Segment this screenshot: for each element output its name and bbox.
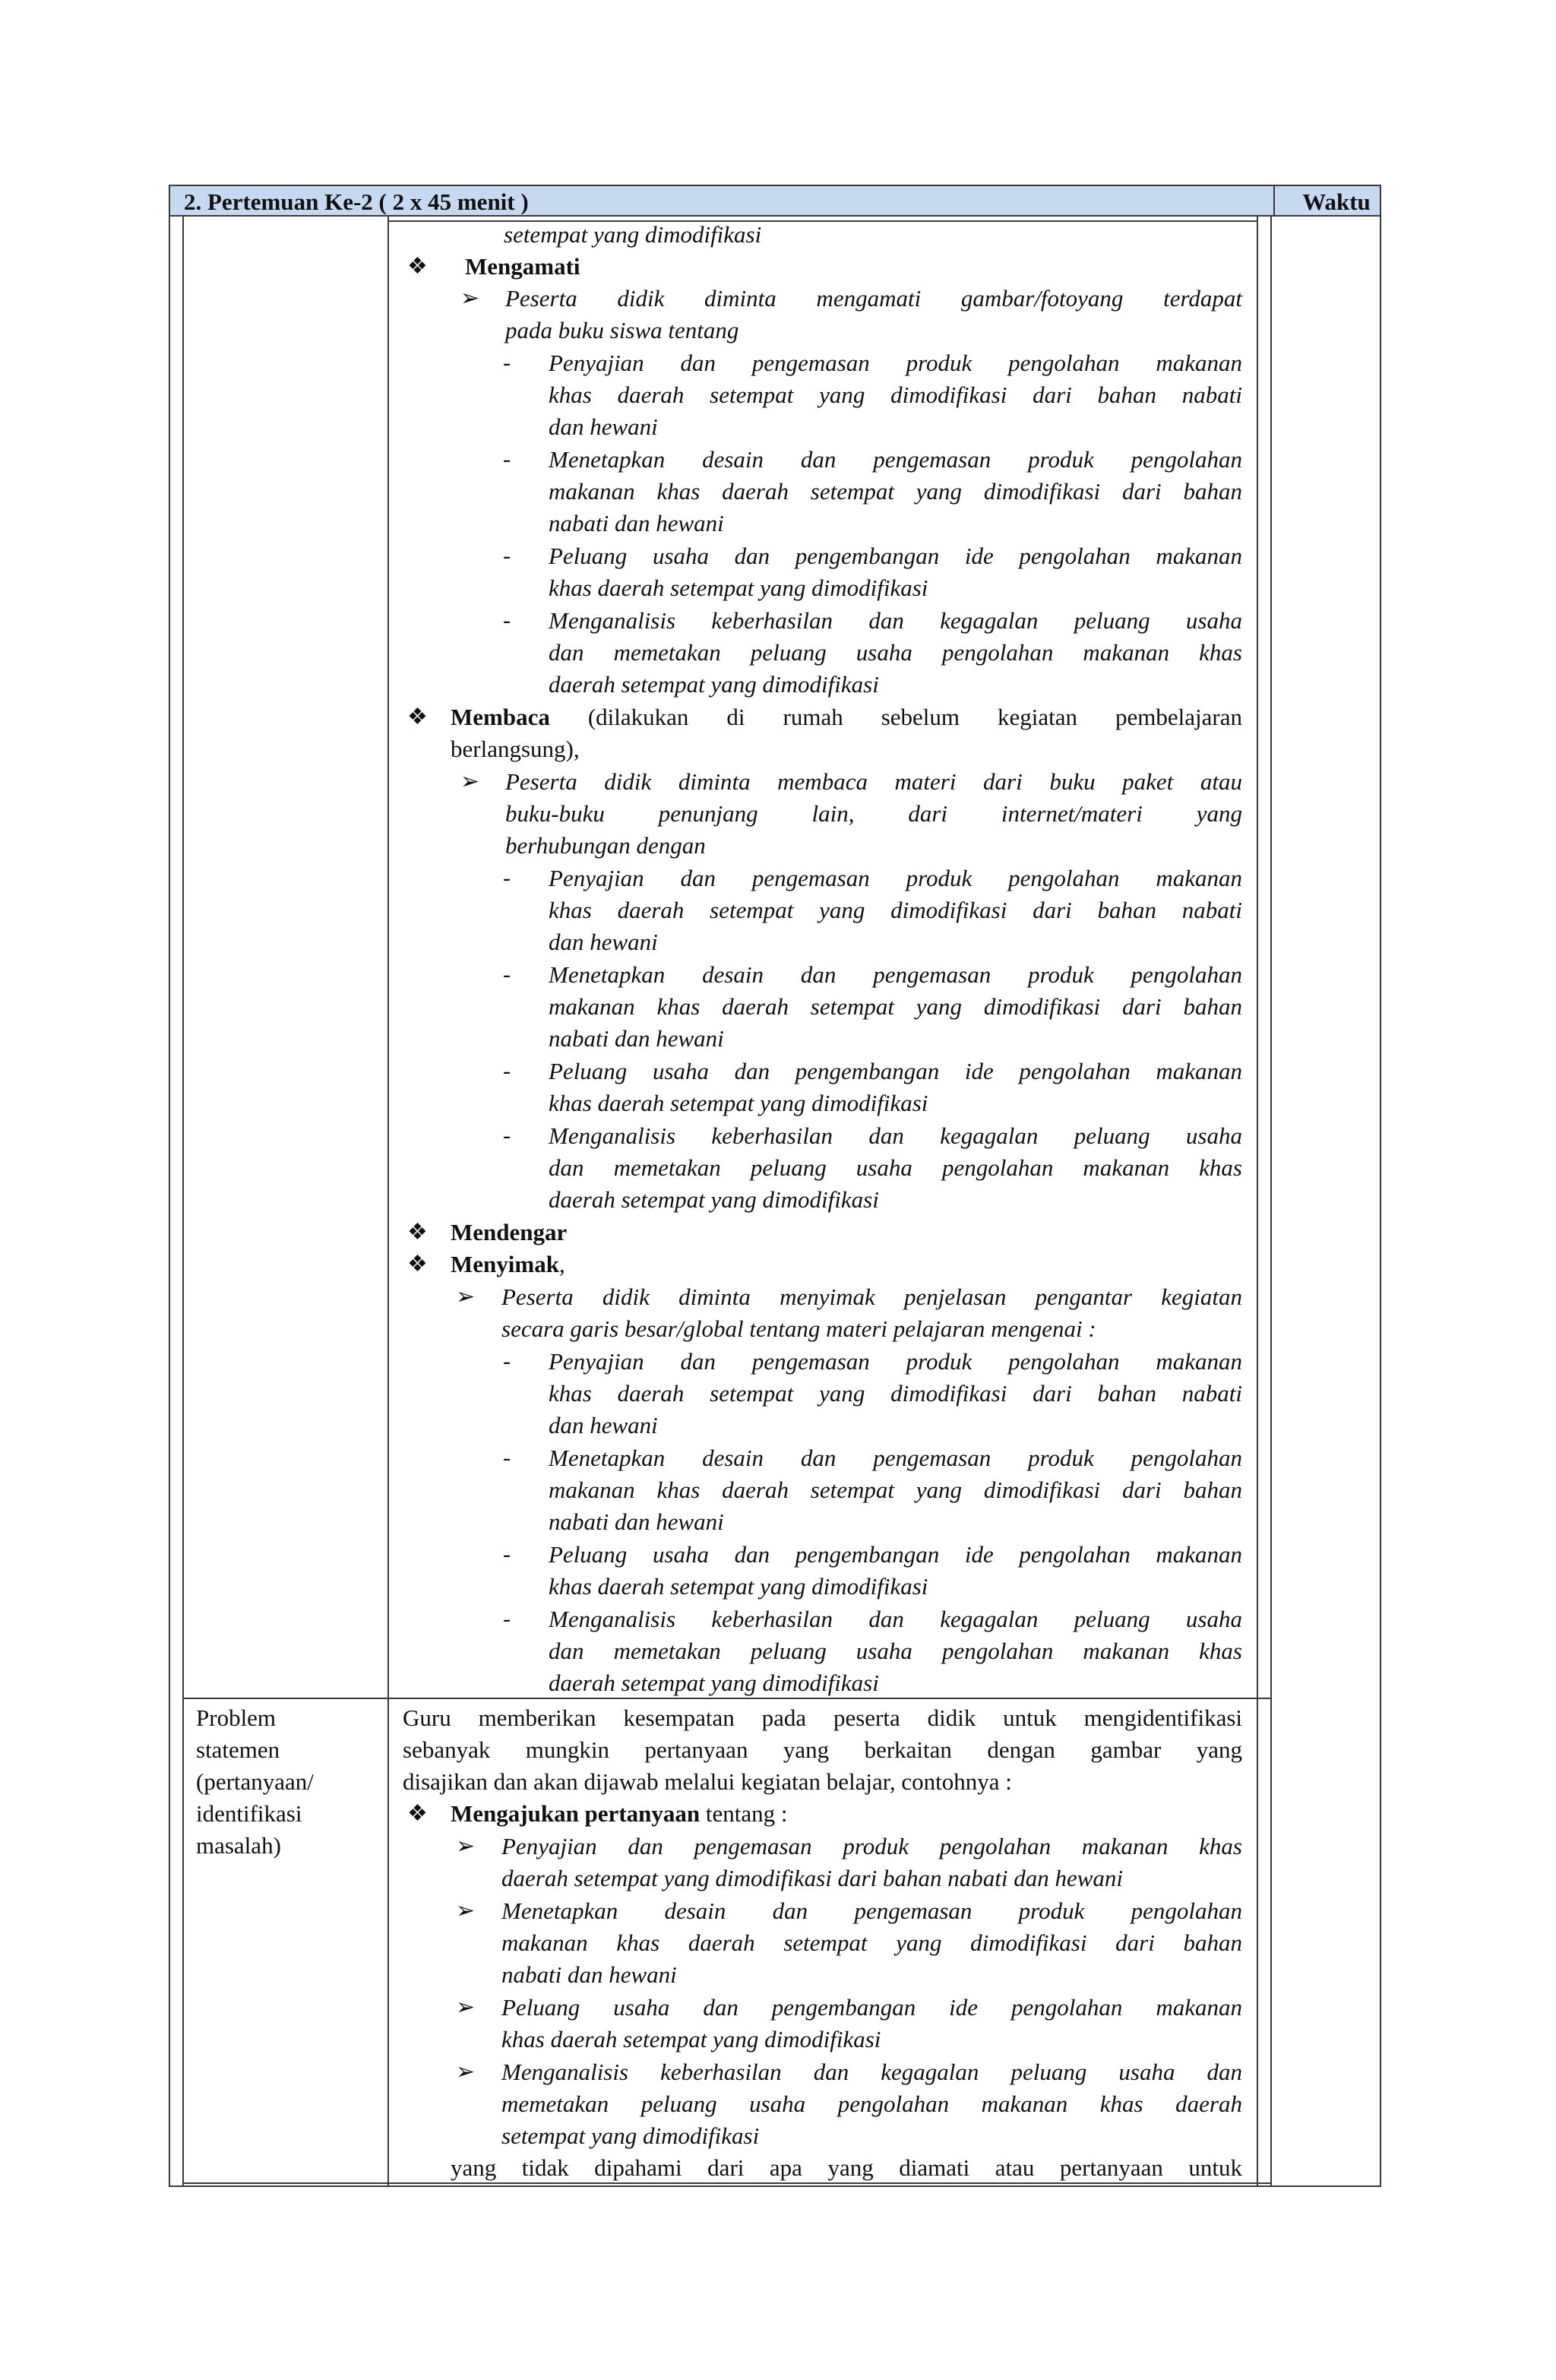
- question-heading-line: [451, 1798, 787, 1830]
- list-item: setempat yang dimodifikasi: [501, 2122, 760, 2149]
- problem-statement-label: masalah): [196, 1832, 281, 1859]
- membaca-note: berlangsung),: [451, 736, 580, 762]
- dash-bullet-icon: -: [503, 1445, 511, 1470]
- list-item: daerah setempat yang dimodifikasi: [549, 671, 879, 698]
- dash-bullet-icon: -: [503, 1349, 511, 1374]
- list-item: Peluang usaha dan pengembangan ide pengolahan makanan: [549, 543, 1242, 569]
- list-item: nabati dan hewani: [549, 1025, 724, 1052]
- arrow-bullet-icon: ➢: [456, 1898, 476, 1923]
- mendengar-heading: Mendengar: [451, 1219, 568, 1245]
- list-item: Peluang usaha dan pengembangan ide pengolahan makanan: [549, 1541, 1242, 1568]
- column-divider-2: [1257, 217, 1258, 2187]
- list-item: memetakan peluang usaha pengolahan makanan khas daerah: [501, 2090, 1242, 2117]
- list-item: daerah setempat yang dimodifikasi: [549, 1669, 879, 1696]
- diamond-bullet-icon: ❖: [407, 1252, 428, 1277]
- membaca-note: (dilakukan di rumah sebelum kegiatan pembelajaran: [549, 704, 1242, 730]
- list-item: khas daerah setempat yang dimodifikasi dari bahan nabati: [549, 1380, 1242, 1407]
- dash-bullet-icon: -: [503, 1123, 511, 1148]
- dash-bullet-icon: -: [503, 608, 511, 633]
- problem-statement-label: Problem: [196, 1704, 277, 1731]
- list-item: makanan khas daerah setempat yang dimodifikasi dari bahan: [549, 993, 1242, 1020]
- list-item: Menganalisis keberhasilan dan kegagalan peluang usaha: [549, 607, 1242, 634]
- list-item: dan memetakan peluang usaha pengolahan makanan khas: [549, 1154, 1242, 1181]
- list-item: Menetapkan desain dan pengemasan produk pengolahan: [549, 1445, 1242, 1471]
- diamond-bullet-icon: ❖: [407, 1801, 428, 1826]
- list-item: khas daerah setempat yang dimodifikasi: [549, 574, 928, 601]
- table-header: [169, 185, 1381, 217]
- list-item: makanan khas daerah setempat yang dimodifikasi dari bahan: [549, 478, 1242, 505]
- arrow-bullet-icon: ➢: [460, 769, 480, 794]
- dash-bullet-icon: -: [503, 350, 511, 375]
- mengamati-intro: Peserta didik diminta mengamati gambar/fotoyang terdapat: [505, 285, 1242, 312]
- problem-statement-label: identifikasi: [196, 1800, 302, 1827]
- waktu-header: Waktu: [1302, 188, 1371, 215]
- dash-bullet-icon: -: [503, 543, 511, 568]
- list-item: Penyajian dan pengemasan produk pengolahan makanan: [549, 865, 1242, 891]
- arrow-bullet-icon: ➢: [456, 1284, 476, 1309]
- list-item: makanan khas daerah setempat yang dimodifikasi dari bahan: [501, 1929, 1242, 1956]
- arrow-bullet-icon: ➢: [456, 1995, 476, 2020]
- diamond-bullet-icon: ❖: [407, 1220, 428, 1245]
- diamond-bullet-icon: ❖: [407, 254, 428, 279]
- list-item: dan memetakan peluang usaha pengolahan makanan khas: [549, 639, 1242, 666]
- list-item: Peluang usaha dan pengembangan ide pengolahan makanan: [501, 1994, 1242, 2021]
- arrow-bullet-icon: ➢: [456, 2059, 476, 2084]
- menyimak-intro: secara garis besar/global tentang materi pelajaran mengenai :: [501, 1315, 1096, 1342]
- problem-intro: disajikan dan akan dijawab melalui kegiatan belajar, contohnya :: [403, 1768, 1012, 1795]
- list-item: dan memetakan peluang usaha pengolahan makanan khas: [549, 1638, 1242, 1664]
- question-heading: Mengajukan pertanyaan: [451, 1800, 701, 1827]
- list-item: nabati dan hewani: [501, 1961, 677, 1988]
- membaca-intro: Peserta didik diminta membaca materi dari buku paket atau: [505, 768, 1242, 795]
- list-item: Penyajian dan pengemasan produk pengolahan makanan: [549, 1348, 1242, 1375]
- dash-bullet-icon: -: [503, 1606, 511, 1632]
- question-heading-suffix: tentang :: [700, 1800, 788, 1827]
- list-item: makanan khas daerah setempat yang dimodifikasi dari bahan: [549, 1476, 1242, 1503]
- menyimak-heading: Menyimak: [451, 1251, 559, 1277]
- list-item: daerah setempat yang dimodifikasi dari bahan nabati dan hewani: [501, 1865, 1124, 1891]
- membaca-heading: Membaca: [451, 704, 550, 730]
- list-item: dan hewani: [549, 1412, 658, 1438]
- list-item: Peluang usaha dan pengembangan ide pengolahan makanan: [549, 1058, 1242, 1084]
- list-item: Menganalisis keberhasilan dan kegagalan peluang usaha: [549, 1606, 1242, 1632]
- column-divider-3: [1270, 217, 1272, 2187]
- problem-statement-label: (pertanyaan/: [196, 1768, 314, 1795]
- list-item: nabati dan hewani: [549, 1508, 724, 1535]
- membaca-intro: buku-buku penunjang lain, dari internet/materi yang: [505, 800, 1242, 827]
- list-item: khas daerah setempat yang dimodifikasi: [501, 2026, 881, 2052]
- list-item: Penyajian dan pengemasan produk pengolahan makanan khas: [501, 1833, 1242, 1859]
- mengamati-intro: pada buku siswa tentang: [505, 317, 739, 343]
- diamond-bullet-icon: ❖: [407, 704, 428, 730]
- membaca-line: [451, 701, 1242, 733]
- arrow-bullet-icon: ➢: [456, 1834, 476, 1859]
- continuation-text: setempat yang dimodifikasi: [504, 221, 762, 248]
- closing-text: yang tidak dipahami dari apa yang diamati atau pertanyaan untuk: [451, 2154, 1242, 2181]
- mengamati-heading: Mengamati: [465, 253, 580, 280]
- dash-bullet-icon: -: [503, 1059, 511, 1084]
- list-item: khas daerah setempat yang dimodifikasi: [549, 1573, 928, 1600]
- dash-bullet-icon: -: [503, 866, 511, 891]
- dash-bullet-icon: -: [503, 447, 511, 472]
- list-item: dan hewani: [549, 929, 658, 955]
- list-item: Menetapkan desain dan pengemasan produk pengolahan: [549, 961, 1242, 988]
- list-item: Menetapkan desain dan pengemasan produk pengolahan: [501, 1897, 1242, 1924]
- list-item: Penyajian dan pengemasan produk pengolahan makanan: [549, 350, 1242, 376]
- list-item: nabati dan hewani: [549, 510, 724, 536]
- list-item: khas daerah setempat yang dimodifikasi dari bahan nabati: [549, 381, 1242, 408]
- menyimak-line: [451, 1249, 565, 1280]
- dash-bullet-icon: -: [503, 962, 511, 987]
- menyimak-intro: Peserta didik diminta menyimak penjelasan pengantar kegiatan: [501, 1283, 1242, 1310]
- list-item: Menganalisis keberhasilan dan kegagalan peluang usaha: [549, 1122, 1242, 1149]
- problem-intro: Guru memberikan kesempatan pada peserta didik untuk mengidentifikasi: [403, 1704, 1242, 1731]
- dash-bullet-icon: -: [503, 1542, 511, 1567]
- problem-statement-label: statemen: [196, 1736, 280, 1763]
- arrow-bullet-icon: ➢: [460, 286, 480, 311]
- list-item: daerah setempat yang dimodifikasi: [549, 1186, 879, 1213]
- meeting-title: 2. Pertemuan Ke-2 ( 2 x 45 menit ): [184, 188, 529, 215]
- list-item: Menetapkan desain dan pengemasan produk pengolahan: [549, 446, 1242, 473]
- menyimak-suffix: ,: [558, 1251, 565, 1277]
- header-divider: [1273, 186, 1275, 217]
- problem-intro: sebanyak mungkin pertanyaan yang berkaitan dengan gambar yang: [403, 1736, 1242, 1763]
- list-item: khas daerah setempat yang dimodifikasi: [549, 1090, 928, 1116]
- list-item: khas daerah setempat yang dimodifikasi dari bahan nabati: [549, 897, 1242, 923]
- membaca-intro: berhubungan dengan: [505, 832, 706, 859]
- column-divider-1: [387, 217, 389, 2187]
- list-item: dan hewani: [549, 413, 658, 440]
- list-item: Menganalisis keberhasilan dan kegagalan peluang usaha dan: [501, 2059, 1242, 2085]
- left-inner-line: [182, 217, 184, 2187]
